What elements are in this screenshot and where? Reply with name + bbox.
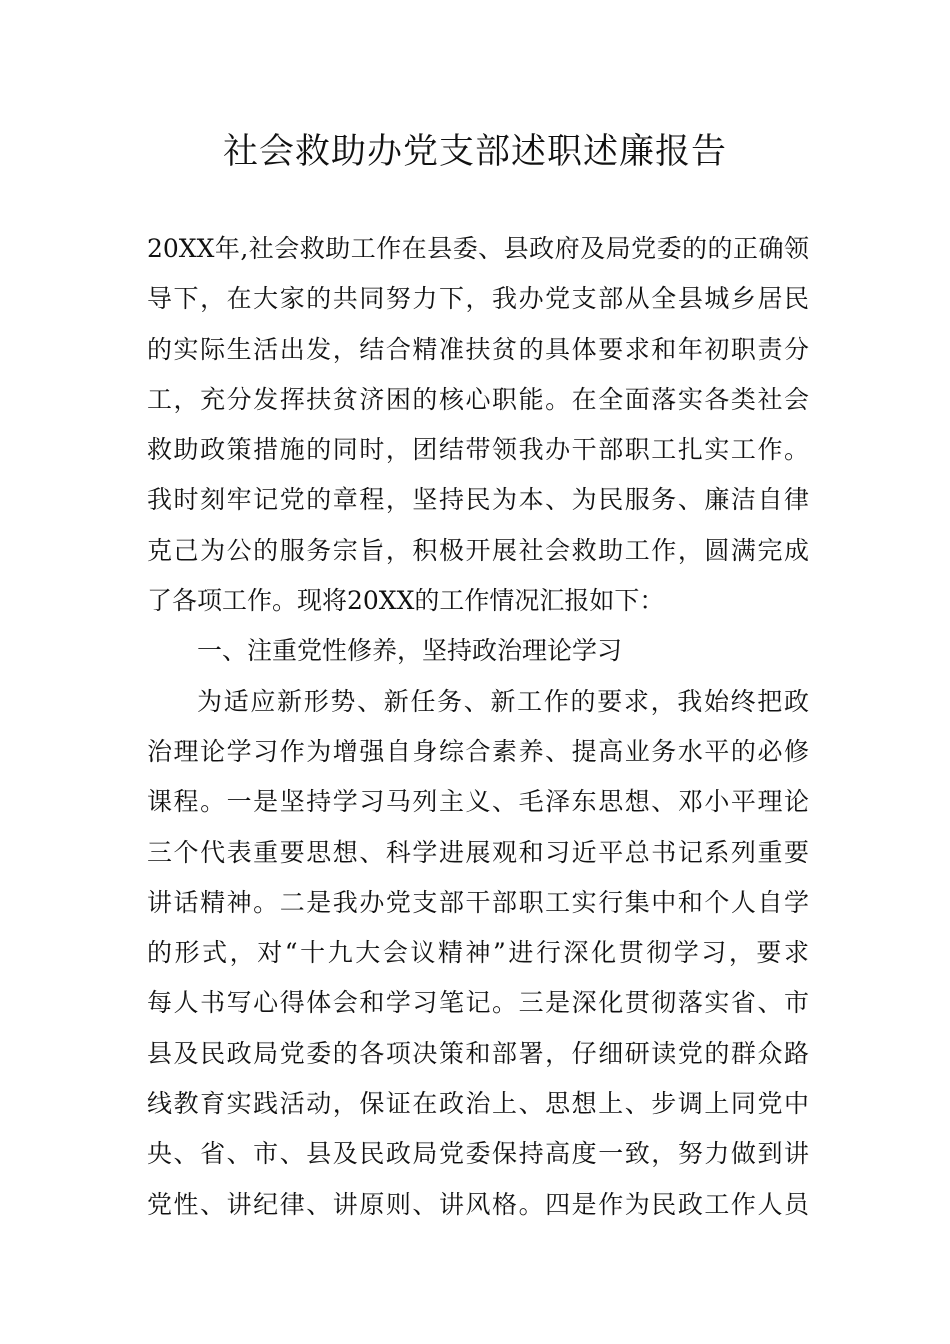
paragraph-line: 线教育实践活动，保证在政治上、思想上、步调上同党中 [147, 1089, 809, 1119]
paragraph-line: 救助政策措施的同时，团结带领我办干部职工扎实工作。 [147, 435, 809, 465]
paragraph-line: 党性、讲纪律、讲原则、讲风格。四是作为民政工作人员 [147, 1189, 809, 1219]
paragraph-line: 央、省、市、县及民政局党委保持高度一致，努力做到讲 [147, 1139, 809, 1169]
paragraph-line: 每人书写心得体会和学习笔记。三是深化贯彻落实省、市 [147, 988, 809, 1018]
paragraph-line: 为适应新形势、新任务、新工作的要求，我始终把政 [197, 686, 809, 716]
paragraph-line: 导下，在大家的共同努力下，我办党支部从全县城乡居民 [147, 284, 809, 314]
document-title: 社会救助办党支部述职述廉报告 [222, 132, 727, 172]
paragraph-line: 县及民政局党委的各项决策和部署，仔细研读党的群众路 [147, 1038, 809, 1068]
paragraph-line: 讲话精神。二是我办党支部干部职工实行集中和个人自学 [147, 887, 809, 917]
paragraph-line: 治理论学习作为增强自身综合素养、提高业务水平的必修 [147, 736, 809, 766]
document-body [147, 224, 809, 1230]
section-heading: 一、注重党性修养，坚持政治理论学习 [197, 636, 623, 666]
paragraph-line: 的形式，对“十九大会议精神”进行深化贯彻学习，要求 [147, 938, 809, 968]
paragraph-line: 我时刻牢记党的章程，坚持民为本、为民服务、廉洁自律 [147, 485, 809, 515]
paragraph-line: 了各项工作。现将20XX的工作情况汇报如下： [147, 586, 665, 616]
paragraph-line: 20XX年,社会救助工作在县委、县政府及局党委的的正确领 [147, 234, 809, 263]
paragraph-line: 工，充分发挥扶贫济困的核心职能。在全面落实各类社会 [147, 384, 809, 414]
paragraph-line: 克己为公的服务宗旨，积极开展社会救助工作，圆满完成 [147, 535, 809, 565]
paragraph-line: 三个代表重要思想、科学进展观和习近平总书记系列重要 [147, 837, 809, 867]
paragraph-line: 的实际生活出发，结合精准扶贫的具体要求和年初职责分 [147, 334, 809, 364]
paragraph-line: 课程。一是坚持学习马列主义、毛泽东思想、邓小平理论 [147, 787, 809, 817]
